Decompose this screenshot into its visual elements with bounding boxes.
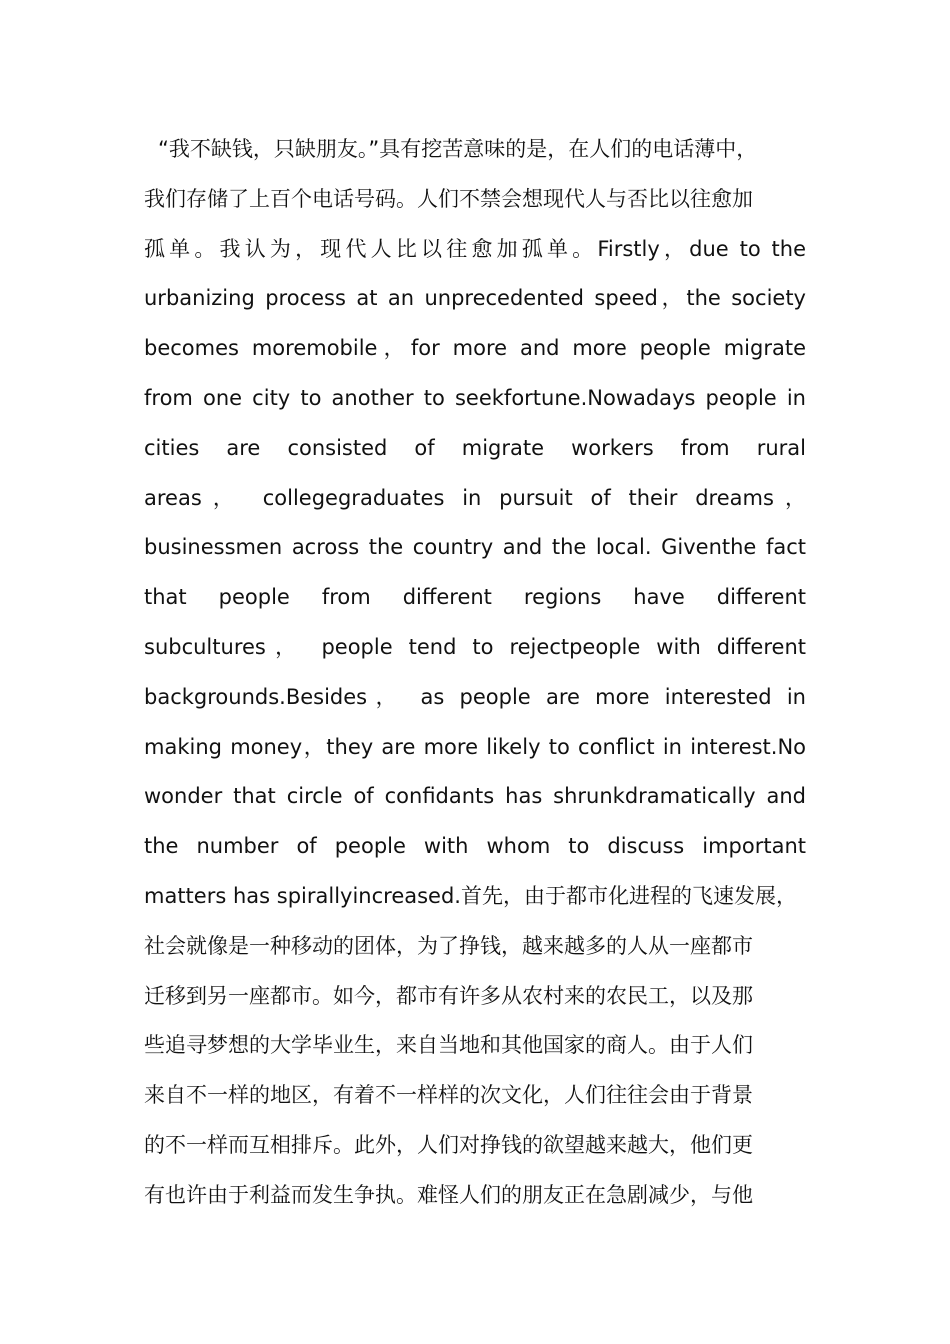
text-line: wonder that circle of confidants has shrunkdramatically and [144,784,806,809]
text-line: 社会就像是一种移动的团体，为了挣钱，越来越多的人从一座都市 [144,933,753,958]
text-line: 有也许由于利益而发生争执。难怪人们的朋友正在急剧减少，与他 [144,1182,753,1207]
text-line: becomes moremobile，for more and more people migrate [144,336,806,361]
text-line: matters has spirallyincreased.首先，由于都市化进程的飞速发展， [144,883,797,908]
text-line: subcultures， people tend to rejectpeople with different [144,634,806,659]
text-line: 些追寻梦想的大学毕业生，来自当地和其他国家的商人。由于人们 [144,1033,753,1058]
text-line: 迁移到另一座都市。如今，都市有许多从农村来的农民工，以及那 [144,983,753,1008]
text-line: that people from different regions have different [144,585,806,610]
text-line: making money，they are more likely to conflict in interest.No [144,734,806,759]
text-line: the number of people with whom to discuss important [144,834,806,859]
essay-paragraph [144,125,806,1221]
text-line: cities are consisted of migrate workers from rural [144,435,806,460]
text-line: “我不缺钱，只缺朋友。”具有挖苦意味的是，在人们的电话薄中， [158,137,758,161]
text-line: 孤单。我认为，现代人比以往愈加孤单。Firstly，due to the [144,236,806,261]
text-line: 的不一样而互相排斥。此外，人们对挣钱的欲望越来越大，他们更 [144,1132,753,1157]
text-line: businessmen across the country and the local. Giventhe fact [144,535,806,560]
text-line: areas， collegegraduates in pursuit of their dreams， [144,485,806,510]
text-line: 我们存储了上百个电话号码。人们不禁会想现代人与否比以往愈加 [144,186,753,211]
text-line: urbanizing process at an unprecedented speed，the society [144,286,806,311]
text-line: 来自不一样的地区，有着不一样样的次文化，人们往往会由于背景 [144,1083,753,1108]
text-line: backgrounds.Besides， as people are more interested in [144,684,806,709]
text-line: from one city to another to seekfortune.Nowadays people in [144,385,806,410]
